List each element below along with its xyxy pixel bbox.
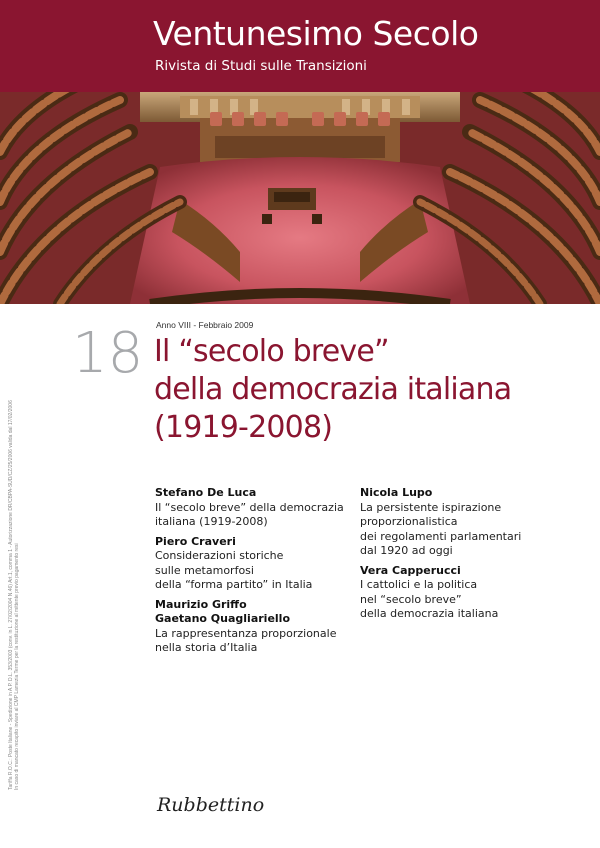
journal-subtitle: Rivista di Studi sulle Transizioni: [155, 58, 367, 74]
parliament-chamber-photo: [0, 92, 600, 304]
article-title-line: italiana (1919-2008): [155, 515, 268, 528]
article-author: Vera Capperucci: [360, 563, 461, 577]
journal-title: Ventunesimo Secolo: [153, 14, 479, 53]
article-title-line: sulle metamorfosi: [155, 563, 254, 577]
issue-date: Anno VIII - Febbraio 2009: [156, 320, 254, 330]
article-author: Stefano De Luca: [155, 486, 257, 499]
article-title-line: nel “secolo breve”: [360, 592, 462, 606]
issue-number: 18: [72, 321, 144, 386]
postal-notice-line: Tariffa R.O.C.: Poste Italiane - Spedizione in A.P. D.L. 353/2003 (conv. in L. 27/02/2004 N.46) Art.1, comma 1 - Autorizzazione DR/CBPA-SUD/CZ/25/2006 valida dal 17/02/2006: [8, 400, 14, 790]
masthead: [0, 0, 600, 92]
article-title-line: La rappresentanza proporzionale: [155, 626, 337, 640]
article-title-line: della “forma partito” in Italia: [155, 578, 313, 591]
headline-line: Il “secolo breve”: [154, 334, 389, 369]
article-title-line: nella storia d’Italia: [155, 641, 258, 654]
postal-notice-line: In caso di mancato recapito inviare al CMP Lamezia Terme per la restituzione al mittente previo pagamento resi: [14, 543, 20, 790]
headline-line: (1919-2008): [154, 410, 333, 445]
contents-entry: [155, 486, 355, 530]
issue-headline: [154, 333, 511, 447]
contents-entry: [155, 598, 355, 656]
article-author: Piero Craveri: [155, 534, 236, 548]
contents-entry: [360, 564, 560, 622]
article-title-line: della democrazia italiana: [360, 607, 499, 620]
article-title-line: Il “secolo breve” della democrazia: [155, 500, 344, 514]
article-title-line: I cattolici e la politica: [360, 578, 478, 591]
article-title-line: La persistente ispirazione: [360, 500, 502, 514]
article-title-line: proporzionalistica: [360, 515, 458, 528]
article-author: Gaetano Quagliariello: [155, 612, 291, 625]
article-title-line: dal 1920 ad oggi: [360, 544, 453, 557]
article-title-line: Considerazioni storiche: [155, 549, 284, 562]
contents-right-column: [360, 486, 560, 627]
publisher-logo: Rubbettino: [157, 794, 265, 816]
article-author: Nicola Lupo: [360, 486, 433, 499]
article-title-line: dei regolamenti parlamentari: [360, 529, 522, 543]
postal-notice: [8, 290, 20, 790]
contents-entry: [360, 486, 560, 559]
contents-left-column: [155, 486, 355, 661]
article-author: Maurizio Griffo: [155, 597, 247, 611]
headline-line: della democrazia italiana: [154, 372, 512, 407]
contents-entry: [155, 535, 355, 593]
